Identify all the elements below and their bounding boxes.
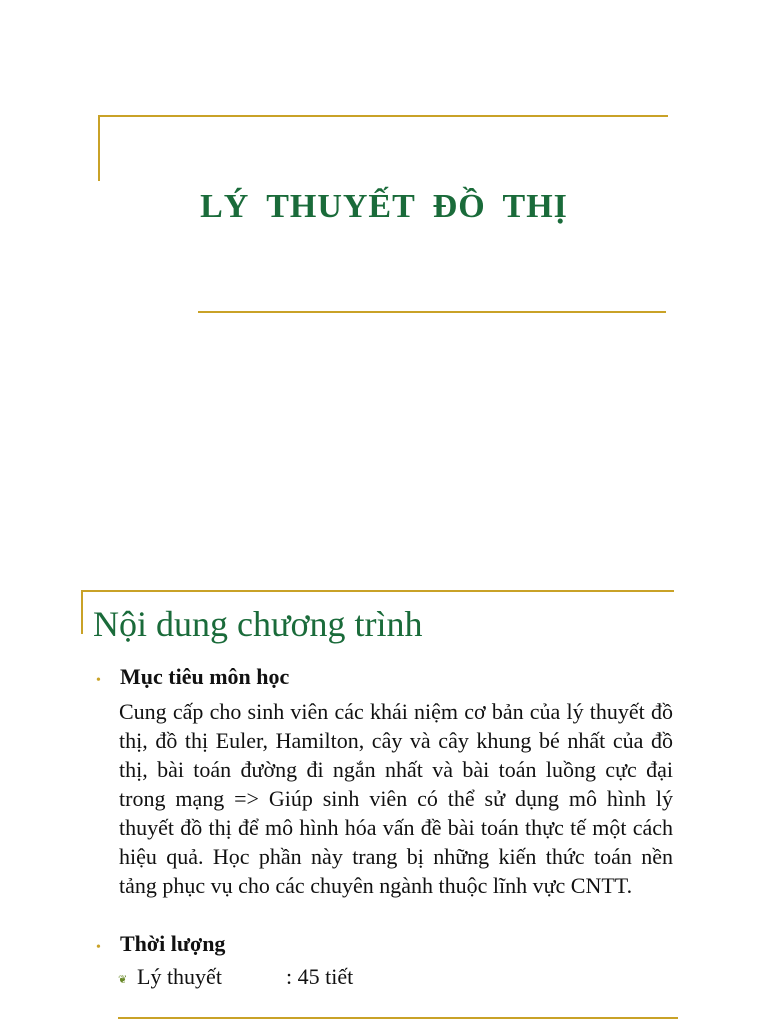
section-heading-objectives: Mục tiêu môn học [120, 664, 290, 689]
objectives-paragraph: Cung cấp cho sinh viên các khái niệm cơ bản của lý thuyết đồ thị, đồ thị Euler, Hamilton, cây và cây khung bé nhất của đồ thị, bài toán đường đi ngắn nhất và bài toán luồng cực đại trong mạng => Giúp sinh viên có thể sử dụng mô hình lý thuyết đồ thị để mô hình hóa vấn đề bài toán thực tế một cách hiệu quả. Học phần này trang bị những kiến thức toán nền tảng phục vụ cho các chuyên ngành thuộc lĩnh vực CNTT. [119, 699, 673, 898]
duration-item-value: : 45 tiết [286, 964, 354, 989]
duration-item-label: Lý thuyết [137, 964, 222, 989]
content-slide-vertical-rule [81, 590, 83, 634]
content-slide-bottom-rule [118, 1017, 678, 1019]
slide-title: LÝ THUYẾT ĐỒ THỊ [200, 188, 568, 225]
title-slide-vertical-rule [98, 115, 100, 181]
title-slide-top-rule [98, 115, 668, 117]
section-heading-duration: Thời lượng [120, 931, 226, 956]
content-slide-top-rule [81, 590, 674, 592]
leaf-bullet-icon: ❦ [118, 974, 128, 986]
bullet-icon: • [96, 940, 101, 955]
bullet-icon: • [96, 673, 101, 688]
title-slide-bottom-rule [198, 311, 666, 313]
content-slide-heading: Nội dung chương trình [93, 604, 423, 644]
